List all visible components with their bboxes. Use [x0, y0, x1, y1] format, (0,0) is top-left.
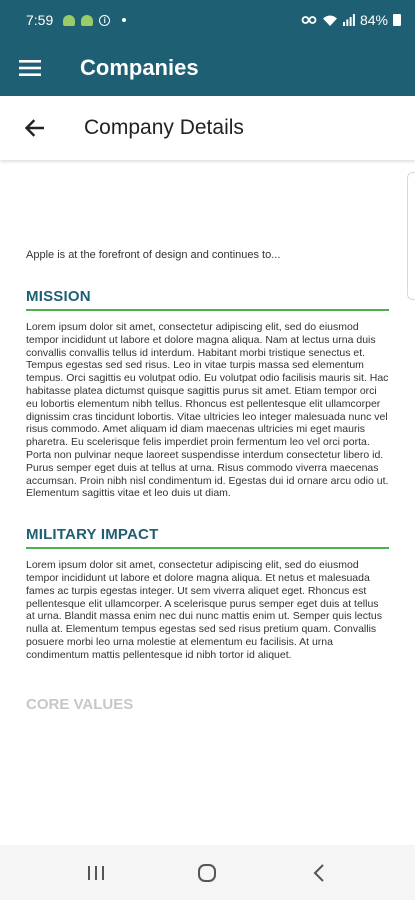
arrow-back-icon[interactable]: [6, 100, 62, 156]
status-bar: [0, 0, 415, 40]
back-button[interactable]: [289, 853, 349, 893]
wifi-icon: [322, 14, 338, 27]
info-icon: i: [99, 15, 110, 26]
status-right: [301, 12, 401, 28]
link-icon: [301, 15, 317, 25]
recents-button[interactable]: [66, 853, 126, 893]
section-body-mission: Lorem ipsum dolor sit amet, consectetur adipiscing elit, sed do eiusmod tempor incididunt ut labore et dolore magna aliqua. Nam at lectus urna duis convallis convallis tellus id interdum. Habitant morbi tristique senectus et. Tempus egestas sed sed risus. Leo in vitae turpis massa sed elementum tempus. Orci sagittis eu volutpat odio. Eu volutpat odio facilisis mauris sit. Hac habitasse platea dictumst quisque sagittis purus sit amet. Etiam tempor orci eu lobortis elementum nibh tellus. Rhoncus est pellentesque elit ullamcorper dignissim cras tincidunt lobortis. Vitae ultricies leo integer malesuada nunc vel risus commodo. Amet aliquam id diam maecenas ultricies mi eget mauris pharetra. Eu scelerisque felis imperdiet proin fermentum leo vel orci porta. Porta non pulvinar neque laoreet suspendisse interdum consectetur libero id. Purus semper eget duis at tellus at urna. Risus commodo viverra maecenas accumsan. Proin nibh nisl condimentum id. Egestas dui id ornare arcu odio ut. Elementum sagittis vitae et leo duis ut diam.: [26, 321, 389, 500]
system-navigation-bar: [0, 845, 415, 900]
section-military-impact: [26, 526, 389, 661]
battery-percent: 84%: [359, 12, 388, 28]
section-mission: [26, 288, 389, 500]
android-notification-icon: [63, 15, 75, 26]
signal-icon: [343, 14, 355, 26]
status-time: 7:59: [26, 12, 54, 28]
app-bar: [0, 40, 415, 96]
status-left: [26, 12, 126, 28]
android-notification-icon-2: [81, 15, 93, 26]
section-body-military-impact: Lorem ipsum dolor sit amet, consectetur adipiscing elit, sed do eiusmod tempor incididunt ut labore et dolore magna aliqua. Et netus et malesuada fames ac turpis egestas integer. Ut sem viverra aliquet eget. Rhoncus est pellentesque elit ullamcorper. A scelerisque purus semper eget duis at tellus at urna. Blandit massa enim nec dui nunc mattis enim ut. Semper quis lectus nulla at. Elementum tempus egestas sed sed risus pretium quam. Convallis posuere morbi leo urna molestie at elementum eu facilisis. At urna condimentum mattis pellentesque id nibh tortor id aliquet.: [26, 559, 383, 661]
app-title: Companies: [80, 55, 199, 80]
company-details-content[interactable]: [0, 160, 415, 845]
battery-icon: [393, 14, 401, 26]
section-title-core-values: CORE VALUES: [26, 695, 134, 713]
company-summary: Apple is at the forefront of design and continues to...: [26, 249, 281, 261]
home-icon: [197, 863, 217, 883]
chevron-left-icon: [313, 864, 325, 882]
sub-header: [0, 96, 415, 160]
section-title-mission: MISSION: [26, 288, 389, 311]
section-title-military-impact: MILITARY IMPACT: [26, 526, 389, 549]
hamburger-menu-icon[interactable]: [2, 40, 58, 96]
recents-icon: [87, 865, 105, 881]
home-button[interactable]: [177, 853, 237, 893]
page-title: Company Details: [84, 116, 244, 139]
more-notifications-dot-icon: [122, 18, 126, 22]
